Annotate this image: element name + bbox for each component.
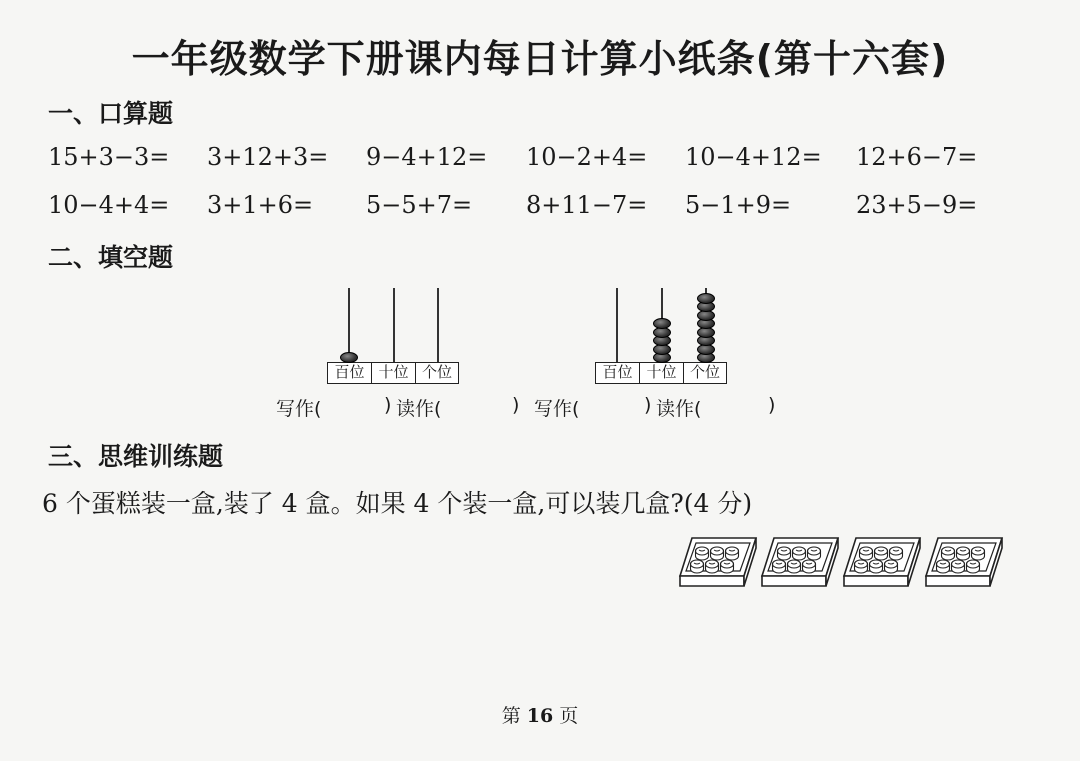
- place-label-hundreds: 百位: [328, 363, 372, 383]
- equation: 10−4+12=: [685, 143, 822, 171]
- abacus-rod-tens: [393, 288, 395, 362]
- equation: 5−1+9=: [685, 191, 792, 219]
- place-label-tens: 十位: [372, 363, 416, 383]
- abacus-rod-ones: [437, 288, 439, 362]
- abacus-right: [595, 288, 727, 384]
- read-as-label: 读作(: [656, 398, 702, 420]
- answer-blank-close: ): [512, 394, 520, 416]
- answer-blank-close: ): [768, 394, 776, 416]
- place-label-tens: 十位: [640, 363, 684, 383]
- page-number-prefix: 第: [501, 705, 521, 727]
- page-title: 一年级数学下册课内每日计算小纸条(第十六套): [131, 37, 949, 81]
- cake-box-icon: [678, 536, 758, 592]
- abacus-bead: [697, 293, 715, 304]
- page-number: [0, 701, 1080, 728]
- cake-box-icon: [760, 536, 840, 592]
- cake-box-icon: [842, 536, 922, 592]
- cake-box-icon: [924, 536, 1004, 592]
- equation: 9−4+12=: [366, 143, 488, 171]
- answer-blank-close: ): [384, 394, 392, 416]
- place-value-labels: [595, 362, 727, 384]
- abacus-rod-hundreds: [616, 288, 618, 362]
- equation: 15+3−3=: [48, 143, 170, 171]
- word-problem: 6 个蛋糕装一盒,装了 4 盒。如果 4 个装一盒,可以装几盒?(4 分): [42, 489, 753, 518]
- equation: 8+11−7=: [526, 191, 648, 219]
- equation: 3+1+6=: [207, 191, 314, 219]
- section-fill-blank-title: 二、填空题: [48, 243, 174, 272]
- equation: 23+5−9=: [856, 191, 978, 219]
- abacus-bead: [340, 352, 358, 363]
- equation: 12+6−7=: [856, 143, 978, 171]
- abacus-left: [327, 288, 459, 384]
- answer-blank-close: ): [644, 394, 652, 416]
- place-label-hundreds: 百位: [596, 363, 640, 383]
- abacus-bead: [653, 318, 671, 329]
- section-thinking-title: 三、思维训练题: [48, 442, 224, 471]
- write-as-label: 写作(: [534, 398, 580, 420]
- read-as-label: 读作(: [396, 398, 442, 420]
- equation: 3+12+3=: [207, 143, 329, 171]
- place-value-labels: [327, 362, 459, 384]
- abacus-rod-hundreds: [348, 288, 350, 362]
- equation: 5−5+7=: [366, 191, 473, 219]
- write-as-label: 写作(: [276, 398, 322, 420]
- section-oral-calculation-title: 一、口算题: [48, 99, 174, 128]
- place-label-ones: 个位: [421, 363, 452, 381]
- place-label-ones: 个位: [689, 363, 720, 381]
- page-number-value: 16: [526, 705, 554, 727]
- equation: 10−4+4=: [48, 191, 170, 219]
- equation: 10−2+4=: [526, 143, 648, 171]
- page-number-suffix: 页: [559, 705, 579, 727]
